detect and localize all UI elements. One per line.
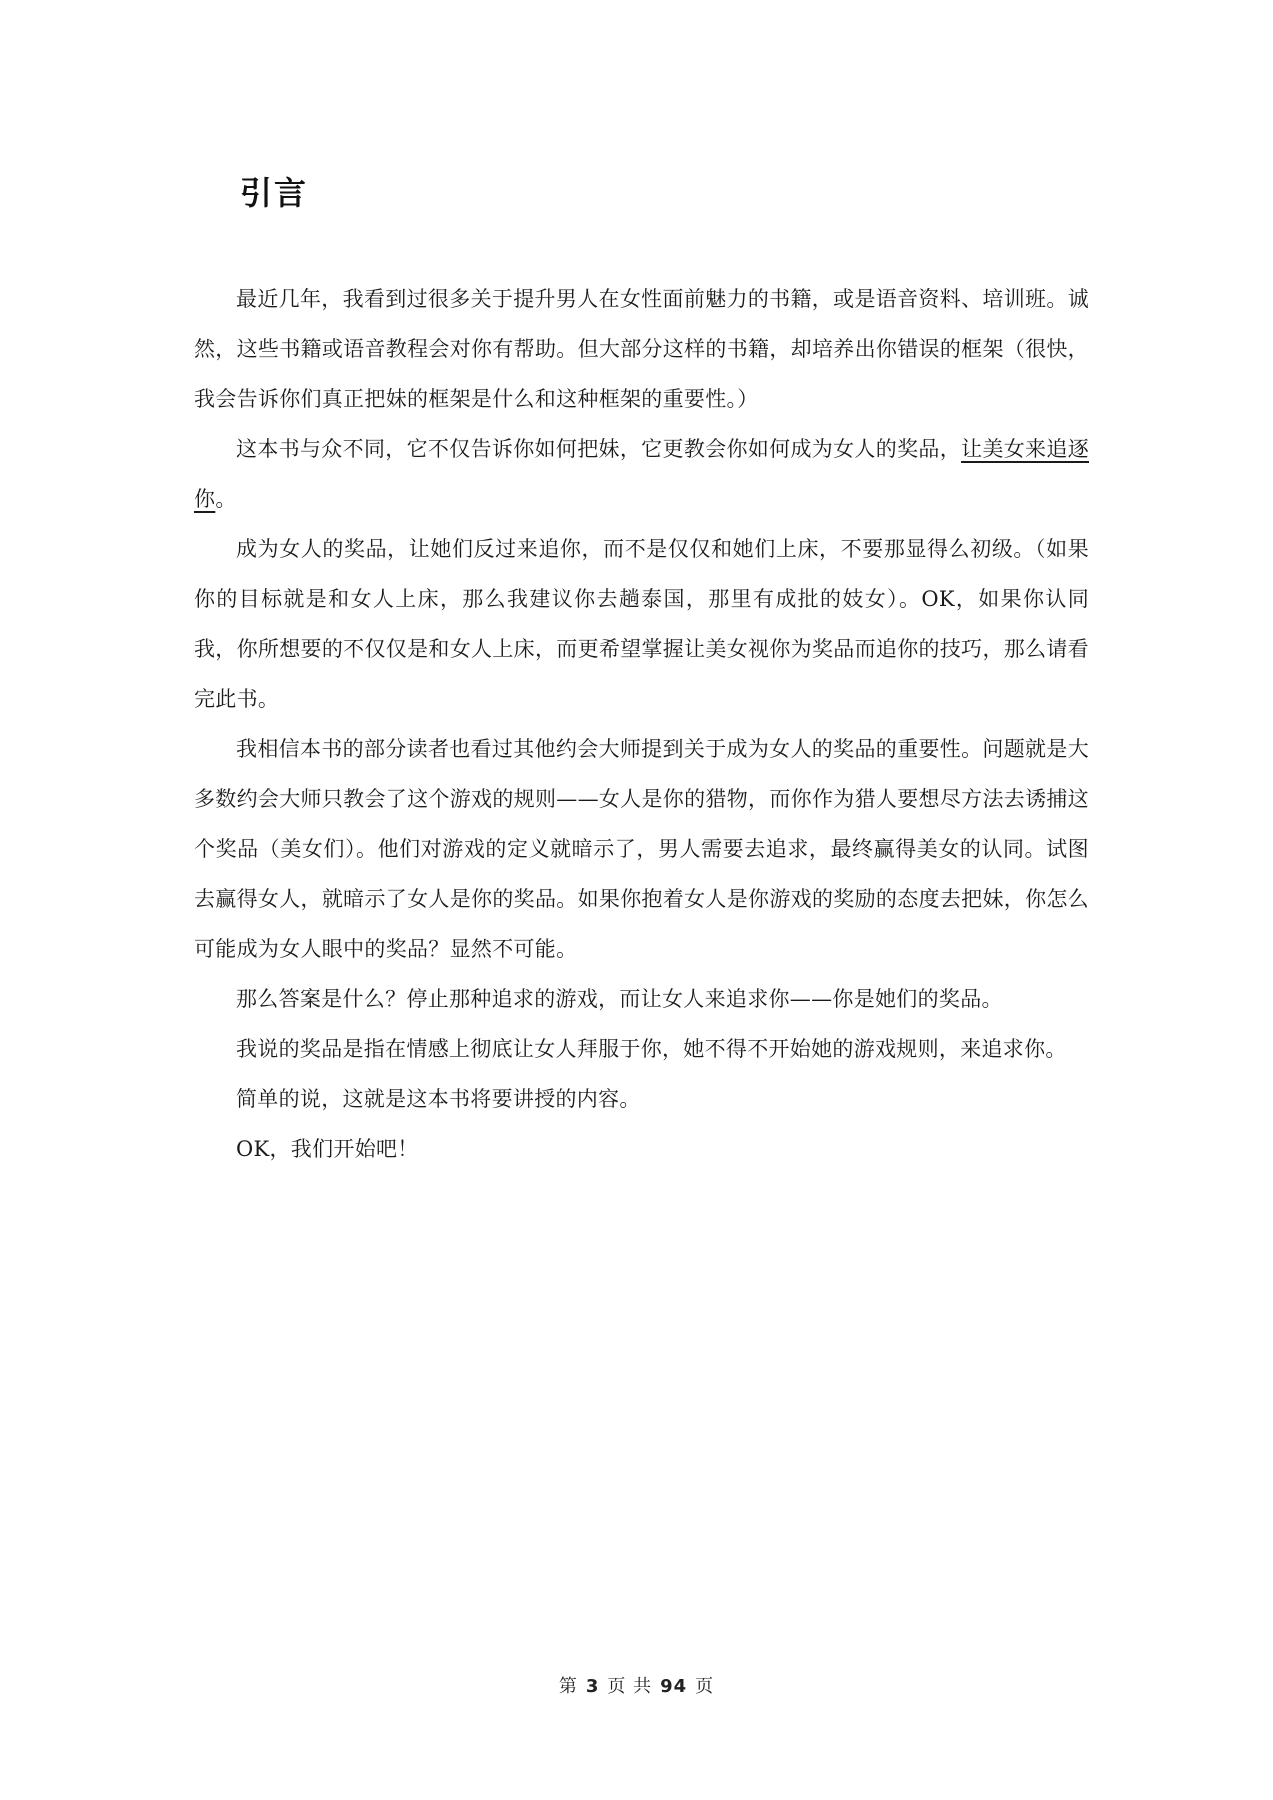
footer-suffix: 页	[695, 1676, 715, 1697]
underlined-phrase: 让美女来追逐你	[194, 437, 1089, 511]
paragraph-8: OK，我们开始吧！	[236, 1137, 419, 1161]
footer-prefix: 第	[558, 1676, 578, 1697]
paragraph-7: 简单的说，这就是这本书将要讲授的内容。	[236, 1087, 641, 1111]
paragraph-2-end: 。	[215, 487, 237, 511]
paragraph-6: 我说的奖品是指在情感上彻底让女人拜服于你，她不得不开始她的游戏规则，来追求你。	[236, 1037, 1067, 1061]
section-heading: 引言	[240, 174, 309, 212]
total-page-count: 94	[660, 1676, 688, 1697]
current-page-number: 3	[585, 1676, 600, 1697]
footer-middle: 页 共	[607, 1676, 653, 1697]
paragraph-4: 我相信本书的部分读者也看过其他约会大师提到关于成为女人的奖品的重要性。问题就是大多数约会大师只教会了这个游戏的规则——女人是你的猎物，而你作为猎人要想尽方法去诱捕这个奖品（美女们）。他们对游戏的定义就暗示了，男人需要去追求，最终赢得美女的认同。试图去赢得女人，就暗示了女人是你的奖品。如果你抱着女人是你游戏的奖励的态度去把妹，你怎么可能成为女人眼中的奖品？显然不可能。	[194, 737, 1089, 961]
page-footer	[0, 1672, 1273, 1698]
paragraph-3: 成为女人的奖品，让她们反过来追你，而不是仅仅和她们上床，不要那显得么初级。（如果你的目标就是和女人上床，那么我建议你去趟泰国，那里有成批的妓女）。OK，如果你认同我，你所想要的不仅仅是和女人上床，而更希望掌握让美女视你为奖品而追你的技巧，那么请看完此书。	[194, 537, 1089, 711]
paragraph-1: 最近几年，我看到过很多关于提升男人在女性面前魅力的书籍，或是语音资料、培训班。诚然，这些书籍或语音教程会对你有帮助。但大部分这样的书籍，却培养出你错误的框架（很快，我会告诉你们真正把妹的框架是什么和这种框架的重要性。）	[194, 287, 1089, 411]
paragraph-5: 那么答案是什么？停止那种追求的游戏，而让女人来追求你——你是她们的奖品。	[236, 987, 1003, 1011]
paragraph-2-text: 这本书与众不同，它不仅告诉你如何把妹，它更教会你如何成为女人的奖品，	[236, 437, 962, 461]
paragraph-2	[194, 424, 1089, 524]
body-text	[194, 274, 1089, 1174]
